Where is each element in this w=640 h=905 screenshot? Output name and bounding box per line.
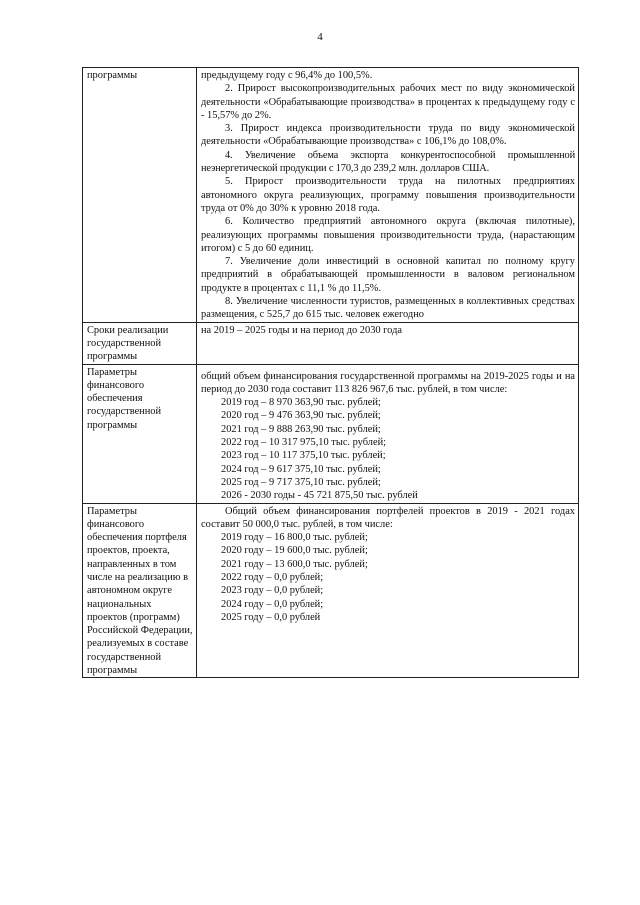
page-number: 4 [317,31,323,43]
portfolio-year: 2022 году – 0,0 рублей; [221,571,324,583]
indicator-item: 2. Прирост высокопроизводительных рабочих мест по виду экономической деятельности «Обрабатывающие производства» в процентах к предыдущему году с - 15,57% до 2%. [201,83,575,121]
row-value-program-financing [197,364,579,503]
portfolio-year: 2024 году – 0,0 рублей; [221,598,324,610]
portfolio-year: 2019 году – 16 800,0 тыс. рублей; [221,532,368,544]
indicator-item: 7. Увеличение доли инвестиций в основной капитал по полному кругу предприятий в обрабатывающей промышленности в валовом региональном продукте в процентах с 11,1 % до 11,5%. [201,256,575,294]
indicator-item: 6. Количество предприятий автономного округа (включая пилотные), реализующих программы повышения производительности труда, (нарастающим итогом) с 5 до 60 единиц. [201,216,575,254]
portfolio-intro: Общий объем финансирования портфелей проектов в 2019 - 2021 годах составит 50 000,0 тыс. рублей, в том числе: [201,505,575,530]
table-row-indicators [83,68,579,323]
portfolio-year: 2020 году – 19 600,0 тыс. рублей; [221,545,368,557]
program-passport-table [82,67,579,678]
financing-year: 2023 год – 10 117 375,10 тыс. рублей; [221,450,386,462]
indicator-item: 5. Прирост производительности труда на пилотных предприятиях автономного округа реализующих, программу повышения производительности труда от 0% до 30% к уровню 2018 года. [201,176,575,214]
table-row-terms [83,322,579,364]
row-label: программы [83,68,197,323]
row-label: Параметры финансового обеспечения портфеля проектов, проекта, направленных в том числе на реализацию в автономном округе национальных проектов (программ) Российской Федерации, реализуемых в составе государственной программы [83,503,197,678]
indicator-item: 3. Прирост индекса производительности труда по виду экономической деятельности «Обрабатывающие производства» с 106,1% до 108,0%. [201,123,575,148]
table-row-program-financing [83,364,579,503]
financing-year: 2022 год – 10 317 975,10 тыс. рублей; [221,437,387,449]
financing-year: 2020 год – 9 476 363,90 тыс. рублей; [221,410,381,422]
financing-year: 2026 - 2030 годы - 45 721 875,50 тыс. рублей [221,490,418,502]
indicator-item: 4. Увеличение объема экспорта конкурентоспособной промышленной неэнергетической продукции с 170,3 до 239,2 млн. долларов США. [201,149,575,175]
financing-year: 2025 год – 9 717 375,10 тыс. рублей; [221,476,381,488]
row-label: Параметры финансового обеспечения государственной программы [83,364,197,503]
portfolio-year: 2025 году – 0,0 рублей [221,611,321,623]
financing-year: 2021 год – 9 888 263,90 тыс. рублей; [221,423,381,435]
indicator-item: 8. Увеличение численности туристов, размещенных в коллективных средствах размещения, с 525,7 до 615 тыс. человек ежегодно [201,296,575,321]
portfolio-year: 2021 году – 13 600,0 тыс. рублей; [221,558,368,570]
portfolio-year: 2023 году – 0,0 рублей; [221,585,324,597]
table-row-portfolio-financing [83,503,579,678]
financing-year: 2024 год – 9 617 375,10 тыс. рублей; [221,463,381,475]
row-value-terms: на 2019 – 2025 годы и на период до 2030 года [197,322,579,364]
row-label: Сроки реализации государственной программы [83,322,197,364]
indicator-text: предыдущему году с 96,4% до 100,5%. [201,70,373,81]
financing-year: 2019 год – 8 970 363,90 тыс. рублей; [221,397,381,409]
row-value-indicators [197,68,579,323]
row-value-portfolio-financing [197,503,579,678]
financing-intro: общий объем финансирования государственной программы на 2019-2025 годы и на период до 2030 года составит 113 826 967,6 тыс. рублей, в том числе: [201,370,575,395]
